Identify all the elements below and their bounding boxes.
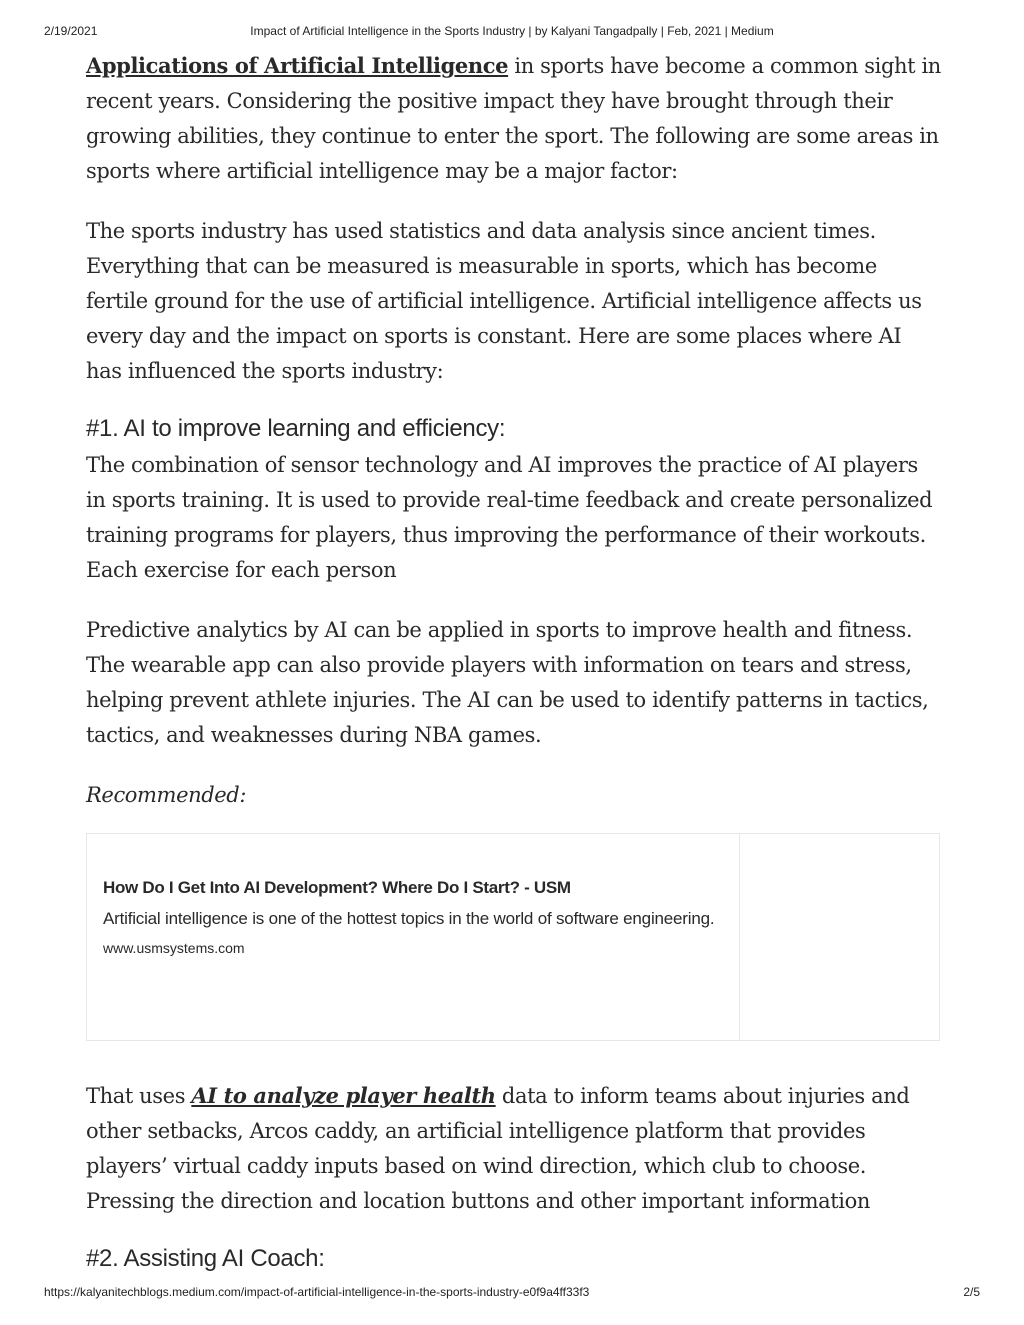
paragraph-player-health — [86, 1078, 942, 1219]
paragraph-sensor-tech: The combination of sensor technology and AI improves the practice of AI players in sports training. It is used to provide real-time feedback and create personalized training programs for players, thus improving the performance of their workouts. Each exercise for each person — [86, 453, 933, 582]
recommended-label: Recommended: — [86, 783, 247, 807]
card-domain: www.usmsystems.com — [103, 940, 245, 956]
section-heading-2: #2. Assisting AI Coach: — [86, 1245, 325, 1272]
print-title: Impact of Artificial Intelligence in the Sports Industry | by Kalyani Tangadpally | Feb, 2021 | Medium — [250, 24, 774, 38]
applications-ai-link[interactable]: Applications of Artificial Intelligence — [86, 53, 509, 78]
print-page-number: 2/5 — [963, 1285, 980, 1299]
card-text-area — [87, 834, 740, 1040]
article-body — [86, 48, 942, 1278]
print-header — [0, 24, 1024, 40]
paragraph-predictive: Predictive analytics by AI can be applied in sports to improve health and fitness. The wearable app can also provide players with information on tears and stress, helping prevent athlete injuries. The AI can be used to identify patterns in tactics, tactics, and weaknesses during NBA games. — [86, 618, 929, 747]
print-url: https://kalyanitechblogs.medium.com/impact-of-artificial-intelligence-in-the-sports-industry-e0f9a4ff33f3 — [44, 1285, 590, 1299]
card-title: How Do I Get Into AI Development? Where Do I Start? - USM — [103, 878, 571, 897]
print-date: 2/19/2021 — [44, 24, 98, 38]
paragraph-sports-data: The sports industry has used statistics and data analysis since ancient times. Everything that can be measured is measurable in sports, which has become fertile ground for the use of artificial intelligence. Artificial intelligence affects us every day and the impact on sports is constant. Here are some places where AI has influenced the sports industry: — [86, 219, 922, 383]
paragraph-intro-text: in sports have become a common sight in recent years. Considering the positive impact they have brought through their growing abilities, they continue to enter the sport. The following are some areas in sports where artificial intelligence may be a major factor: — [86, 54, 941, 183]
print-footer — [0, 1285, 1024, 1301]
paragraph-intro — [86, 48, 942, 189]
card-description: Artificial intelligence is one of the hottest topics in the world of software engineering. — [103, 909, 715, 928]
card-thumbnail — [740, 834, 939, 1040]
paragraph-player-health-start: That uses — [86, 1084, 192, 1108]
ai-player-health-link[interactable]: AI to analyze player health — [191, 1083, 496, 1108]
recommended-link-card[interactable] — [86, 833, 940, 1041]
section-heading-1: #1. AI to improve learning and efficiency: — [86, 415, 506, 442]
paragraph-player-health-end: data to inform teams about injuries and other setbacks, Arcos caddy, an artificial intelligence platform that provides players’ virtual caddy inputs based on wind direction, which club to choose. Pressing the direction and location buttons and other important information — [86, 1084, 910, 1213]
